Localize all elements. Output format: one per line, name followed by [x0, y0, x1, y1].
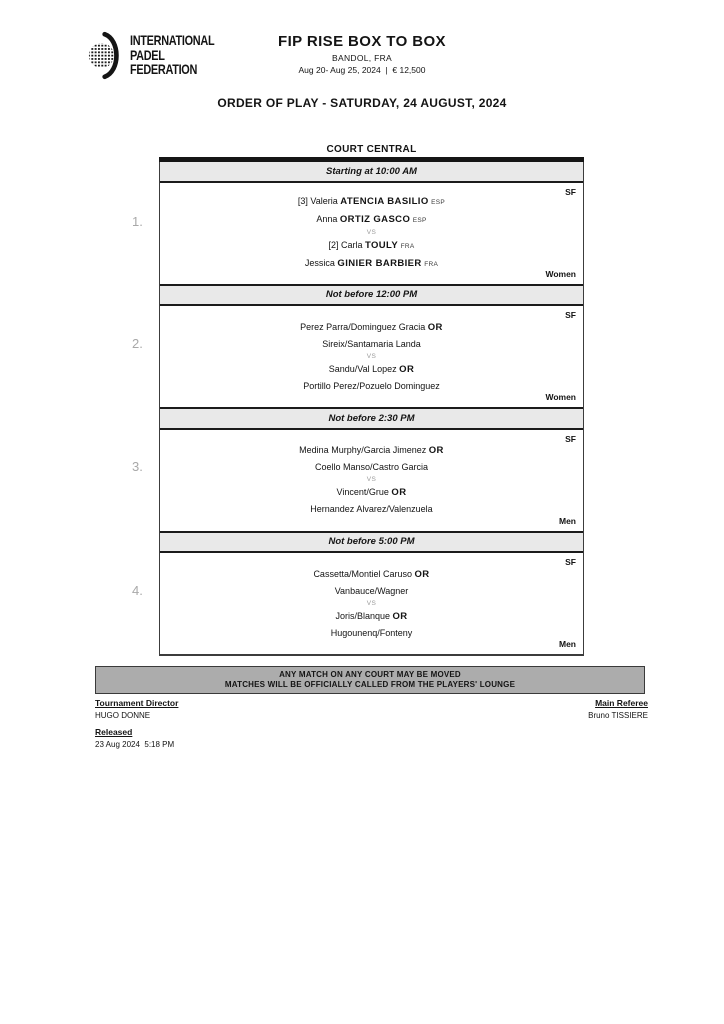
team-line: Coello Manso/Castro Garcia: [314, 462, 429, 472]
team-line: [2] Carla TOULY FRA: [328, 240, 415, 251]
category-badge: Women: [545, 268, 576, 279]
match-number: 4.: [132, 582, 143, 598]
footer-right: [588, 698, 648, 720]
match-number: 3.: [132, 459, 143, 474]
match-1: [132, 162, 584, 284]
match-body: [160, 183, 583, 284]
match-schedule-band: Starting at 10:00 AM: [160, 162, 583, 183]
vs-label: VS: [366, 229, 377, 236]
vs-label: VS: [366, 352, 377, 360]
released-label: Released: [95, 727, 133, 737]
event-title: FIP RISE BOX TO BOX: [278, 33, 446, 50]
event-dates-prize: Aug 20- Aug 25, 2024 | € 12,500: [298, 65, 426, 75]
team-line: Jessica GINIER BARBIER FRA: [304, 258, 439, 269]
match-move-notice: [95, 666, 645, 694]
team-line: Medina Murphy/Garcia Jimenez OR: [299, 445, 444, 456]
match-body: [160, 306, 583, 407]
match-2: [132, 284, 584, 408]
team-line: Cassetta/Montiel Caruso OR: [313, 568, 430, 580]
category-badge: Men: [559, 639, 576, 649]
round-badge: SF: [565, 186, 576, 197]
team-line: [3] Valeria ATENCIA BASILIO ESP: [297, 196, 446, 207]
tournament-director-label: Tournament Director: [95, 698, 179, 708]
team-line: Joris/Blanque OR: [335, 610, 408, 622]
order-of-play-title: ORDER OF PLAY - SATURDAY, 24 AUGUST, 2024: [217, 96, 507, 110]
team-line: Perez Parra/Dominguez Gracia OR: [300, 321, 443, 333]
round-badge: SF: [565, 433, 576, 444]
vs-label: VS: [366, 476, 377, 483]
match-4: [132, 531, 584, 657]
round-badge: SF: [565, 310, 576, 320]
match-3: [132, 407, 584, 531]
vs-label: VS: [366, 599, 377, 607]
main-referee-name: Bruno TISSIERE: [588, 711, 648, 720]
match-teams: [160, 442, 583, 518]
event-location: BANDOL, FRA: [332, 53, 392, 63]
match-teams: [160, 193, 583, 273]
team-line: Anna ORTIZ GASCO ESP: [316, 214, 427, 225]
released-datetime: 23 Aug 2024 5:18 PM: [95, 740, 175, 749]
team-line: Portillo Perez/Pozuelo Dominguez: [303, 380, 440, 391]
team-line: Sireix/Santamaria Landa: [322, 338, 421, 349]
match-body: [160, 430, 583, 531]
notice-line-2: MATCHES WILL BE OFFICIALLY CALLED FROM THE PLAYERS' LOUNGE: [224, 680, 516, 689]
round-badge: SF: [565, 557, 576, 567]
team-line: Sandu/Val Lopez OR: [328, 363, 415, 375]
category-badge: Women: [545, 392, 576, 402]
team-line: Vanbauce/Wagner: [334, 585, 409, 596]
footer-left: [95, 698, 178, 749]
team-line: Hernandez Alvarez/Valenzuela: [310, 504, 433, 514]
category-badge: Men: [559, 515, 576, 526]
match-number: 1.: [132, 214, 143, 229]
logo-line-1: INTERNATIONAL: [130, 32, 215, 49]
logo-line-2: PADEL: [130, 46, 165, 63]
main-referee-label: Main Referee: [595, 698, 648, 708]
tournament-director-name: HUGO DONNE: [95, 711, 151, 720]
notice-line-1: ANY MATCH ON ANY COURT MAY BE MOVED: [279, 669, 461, 679]
court-name: COURT CENTRAL: [326, 144, 417, 155]
match-number: 2.: [132, 335, 143, 351]
match-schedule-band: Not before 2:30 PM: [160, 407, 583, 430]
match-body: [160, 553, 583, 654]
match-schedule-band: Not before 5:00 PM: [160, 531, 583, 554]
match-teams: [160, 319, 583, 395]
match-schedule-band: Not before 12:00 PM: [160, 284, 583, 307]
logo-line-3: FEDERATION: [130, 61, 198, 78]
match-teams: [160, 566, 583, 642]
team-line: Hugounenq/Fonteny: [330, 627, 413, 638]
team-line: Vincent/Grue OR: [336, 487, 407, 498]
court-central-schedule: [132, 144, 584, 656]
